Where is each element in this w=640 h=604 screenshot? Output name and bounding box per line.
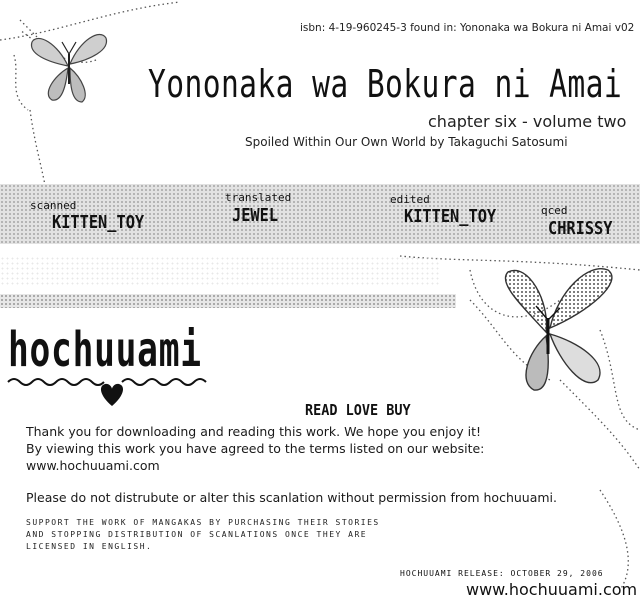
message-line-4: Please do not distrubute or alter this scanlation without permission from hochuuami. <box>26 490 557 505</box>
notice-line-1: SUPPORT THE WORK OF MANGAKAS BY PURCHASING THEIR STORIES <box>26 518 380 527</box>
logo-underline-heart <box>6 376 216 410</box>
credit-name-qced: CHRISSY <box>548 218 613 239</box>
notice-line-2: AND STOPPING DISTRIBUTION OF SCANLATIONS ONCE THEY ARE <box>26 530 368 539</box>
credit-name-scanned: KITTEN_TOY <box>52 212 145 233</box>
credit-role-edited: edited <box>390 193 430 206</box>
message-line-1: Thank you for downloading and reading this work. We hope you enjoy it! <box>26 424 482 439</box>
page-title: Yononaka wa Bokura ni Amai <box>148 62 623 106</box>
credit-name-translated: JEWEL <box>232 205 279 226</box>
credit-role-translated: translated <box>225 191 292 204</box>
isbn-line: isbn: 4-19-960245-3 found in: Yononaka wa Bokura ni Amai v02 <box>300 22 635 34</box>
dotted-strip <box>0 294 456 308</box>
credit-role-scanned: scanned <box>30 199 77 212</box>
heart-icon <box>101 384 123 406</box>
release-date: HOCHUUAMI RELEASE: OCTOBER 29, 2006 <box>400 569 604 578</box>
credit-role-qced: qced <box>541 204 568 217</box>
message-line-2: By viewing this work you have agreed to the terms listed on our website: <box>26 441 485 456</box>
butterfly-top-left-icon <box>28 24 110 106</box>
slogan: READ LOVE BUY <box>305 401 411 419</box>
website-link[interactable]: www.hochuuami.com <box>26 458 160 473</box>
credit-name-edited: KITTEN_TOY <box>404 206 497 227</box>
footer-website-link[interactable]: www.hochuuami.com <box>466 580 638 599</box>
dotted-fade <box>0 256 440 286</box>
butterfly-right-icon <box>488 262 628 402</box>
notice-line-3: LICENSED IN ENGLISH. <box>26 542 153 551</box>
chapter-label: chapter six - volume two <box>428 112 627 131</box>
subtitle: Spoiled Within Our Own World by Takaguchi Satosumi <box>245 135 568 149</box>
group-logo: hochuuami <box>8 322 202 378</box>
